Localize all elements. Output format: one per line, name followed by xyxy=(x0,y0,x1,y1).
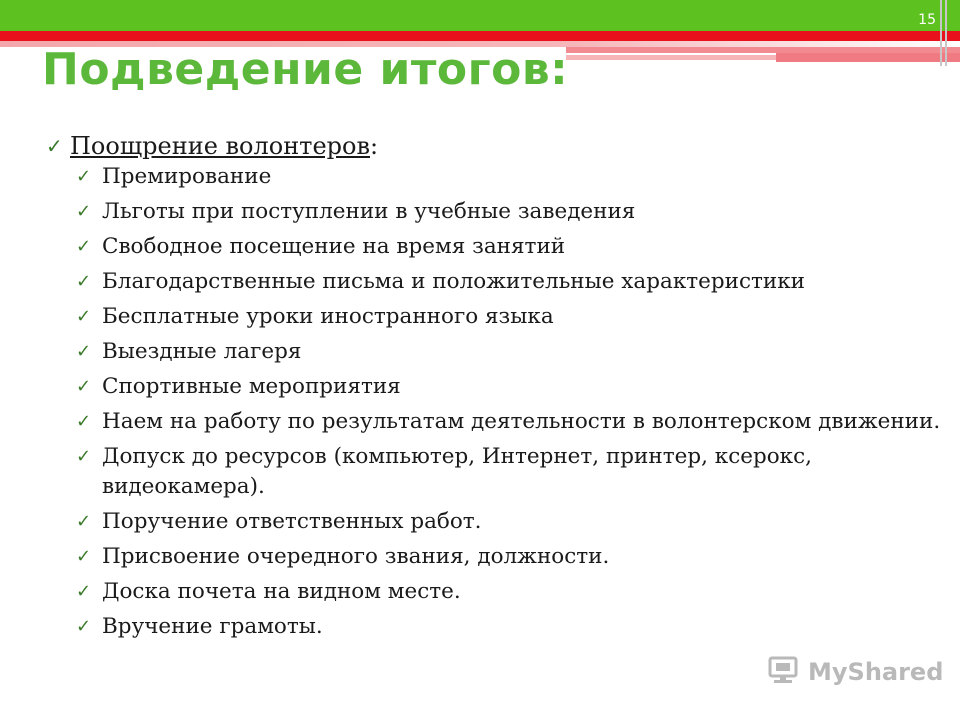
list-item xyxy=(76,162,950,192)
top-red-bar xyxy=(0,31,960,41)
myshared-logo-icon xyxy=(768,654,802,690)
checkmark-icon: ✓ xyxy=(76,511,92,532)
checkmark-icon: ✓ xyxy=(76,236,92,257)
list-item xyxy=(76,197,950,227)
watermark-text: MyShared xyxy=(808,658,944,686)
list-item xyxy=(76,442,950,502)
list-item-text: Благодарственные письма и положительные характеристики xyxy=(102,269,806,294)
list-item xyxy=(76,577,950,607)
top-green-bar xyxy=(0,0,960,31)
list-item-text: Бесплатные уроки иностранного языка xyxy=(102,304,554,329)
slide-title: Подведение итогов: xyxy=(42,44,569,95)
list-item-text: Льготы при поступлении в учебные заведения xyxy=(102,199,636,224)
list-item-text: Премирование xyxy=(102,164,272,189)
decor-line xyxy=(945,0,947,66)
checkmark-icon: ✓ xyxy=(76,341,92,362)
list-item-text: Выездные лагеря xyxy=(102,339,302,364)
list-item xyxy=(76,232,950,262)
list-item-text: Присвоение очередного звания, должности. xyxy=(102,544,610,569)
list-item xyxy=(76,542,950,572)
checkmark-icon: ✓ xyxy=(46,134,63,158)
checkmark-icon: ✓ xyxy=(76,446,92,467)
list-item-text: Наем на работу по результатам деятельности в волонтерском движении. xyxy=(102,409,941,434)
checkmark-icon: ✓ xyxy=(76,546,92,567)
sub-bullet-list xyxy=(46,162,950,642)
checkmark-icon: ✓ xyxy=(76,411,92,432)
list-item xyxy=(76,372,950,402)
checkmark-icon: ✓ xyxy=(76,166,92,187)
list-item xyxy=(76,337,950,367)
main-bullet-text xyxy=(70,130,378,162)
main-bullet xyxy=(46,130,950,162)
list-item xyxy=(76,267,950,297)
list-item-text: Спортивные мероприятия xyxy=(102,374,401,399)
list-item xyxy=(76,612,950,642)
pink-stripe xyxy=(776,53,960,62)
list-item-text: Допуск до ресурсов (компьютер, Интернет, принтер, ксерокс, видеокамера). xyxy=(102,444,812,499)
checkmark-icon: ✓ xyxy=(76,581,92,602)
main-bullet-label: Поощрение волонтеров xyxy=(70,132,370,160)
checkmark-icon: ✓ xyxy=(76,201,92,222)
list-item-text: Вручение грамоты. xyxy=(102,614,323,639)
list-item xyxy=(76,507,950,537)
list-item xyxy=(76,407,950,437)
list-item xyxy=(76,302,950,332)
checkmark-icon: ✓ xyxy=(76,616,92,637)
list-item-text: Свободное посещение на время занятий xyxy=(102,234,566,259)
main-bullet-suffix: : xyxy=(370,132,379,160)
slide-content xyxy=(46,130,950,647)
checkmark-icon: ✓ xyxy=(76,376,92,397)
checkmark-icon: ✓ xyxy=(76,271,92,292)
decor-line xyxy=(940,0,942,66)
slide-number: 15 xyxy=(918,12,936,28)
list-item-text: Доска почета на видном месте. xyxy=(102,579,461,604)
myshared-watermark xyxy=(768,654,943,690)
list-item-text: Поручение ответственных работ. xyxy=(102,509,482,534)
pink-stripe xyxy=(566,55,776,60)
checkmark-icon: ✓ xyxy=(76,306,92,327)
